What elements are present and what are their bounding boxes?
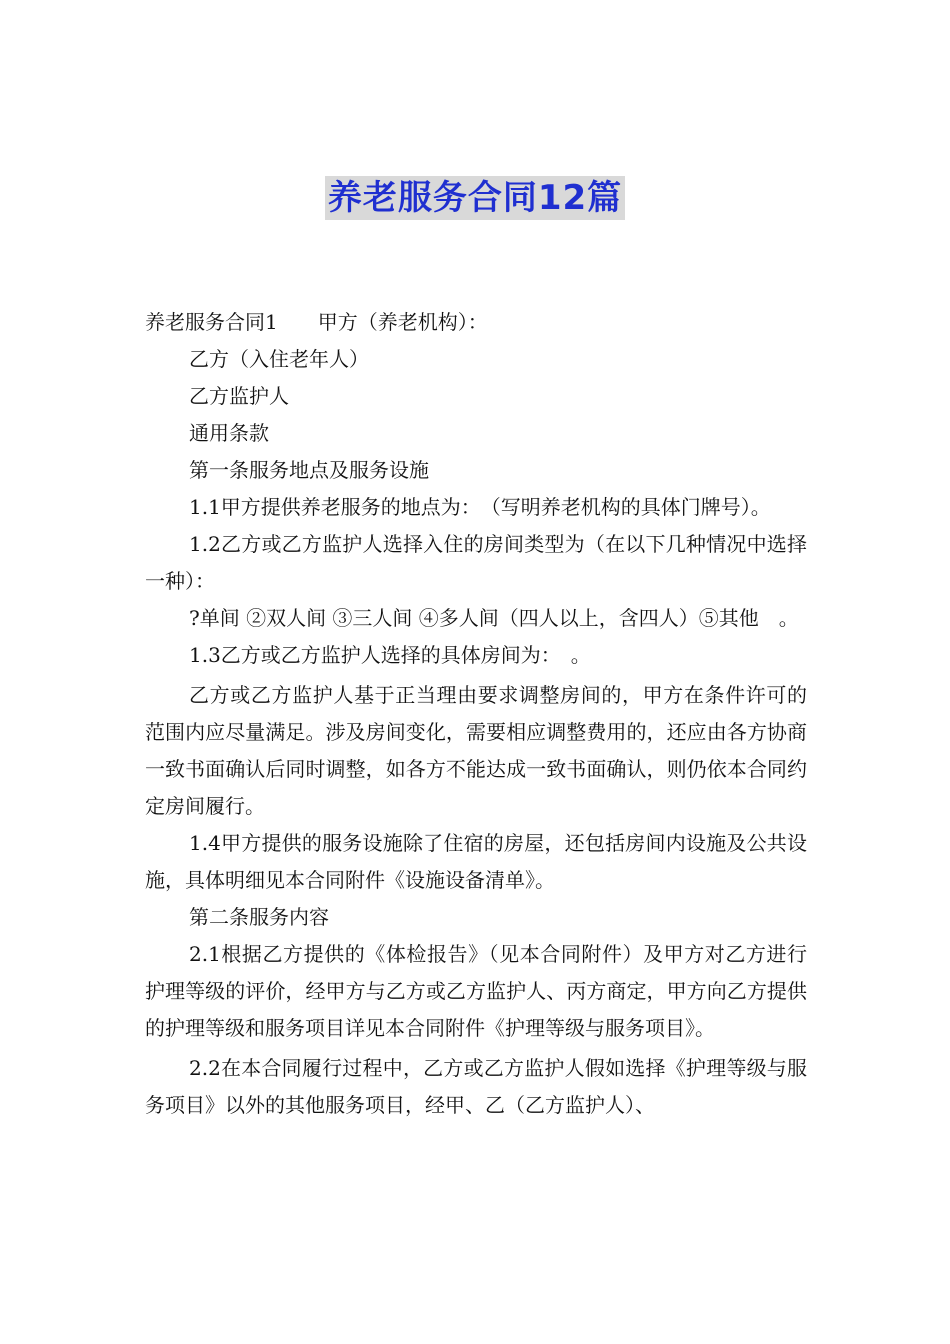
- paragraph-2-1: 2.1根据乙方提供的《体检报告》（见本合同附件）及甲方对乙方进行护理等级的评价，经甲方与乙方或乙方监护人、丙方商定，甲方向乙方提供的护理等级和服务项目详见本合同附件《护理等级与服务项目》。: [145, 942, 807, 1040]
- paragraph-article-2-heading: 第二条服务内容: [189, 905, 329, 929]
- paragraph-room-options: ?单间 ②双人间 ③三人间 ④多人间（四人以上，含四人）⑤其他 。: [189, 606, 799, 630]
- paragraph-party-b-guardian: 乙方监护人: [189, 384, 289, 408]
- document-body: [145, 304, 807, 1124]
- paragraph-1-4: 1.4甲方提供的服务设施除了住宿的房屋，还包括房间内设施及公共设施，具体明细见本合同附件《设施设备清单》。: [145, 831, 807, 892]
- paragraph-general-terms: 通用条款: [189, 421, 269, 445]
- title-block: [0, 176, 950, 220]
- paragraph-1-3: 1.3乙方或乙方监护人选择的具体房间为： 。: [189, 643, 591, 667]
- contract-heading-line: [145, 304, 807, 341]
- paragraph-1-1: 1.1甲方提供养老服务的地点为： （写明养老机构的具体门牌号）。: [189, 495, 771, 519]
- paragraph-1-2: 1.2乙方或乙方监护人选择入住的房间类型为（在以下几种情况中选择一种）：: [145, 532, 807, 593]
- paragraph-2-2: 2.2在本合同履行过程中，乙方或乙方监护人假如选择《护理等级与服务项目》以外的其他服务项目，经甲、乙（乙方监护人）、: [145, 1056, 807, 1117]
- paragraph-article-1-heading: 第一条服务地点及服务设施: [189, 458, 429, 482]
- paragraph-room-adjustment: 乙方或乙方监护人基于正当理由要求调整房间的，甲方在条件许可的范围内应尽量满足。涉及房间变化，需要相应调整费用的，还应由各方协商一致书面确认后同时调整，如各方不能达成一致书面确认，则仍依本合同约定房间履行。: [145, 683, 807, 818]
- party-a-label: 甲方（养老机构）：: [317, 310, 488, 334]
- contract-number-label: 养老服务合同1: [145, 310, 278, 334]
- paragraph-party-b: 乙方（入住老年人）: [189, 347, 369, 371]
- document-title: 养老服务合同12篇: [325, 176, 625, 220]
